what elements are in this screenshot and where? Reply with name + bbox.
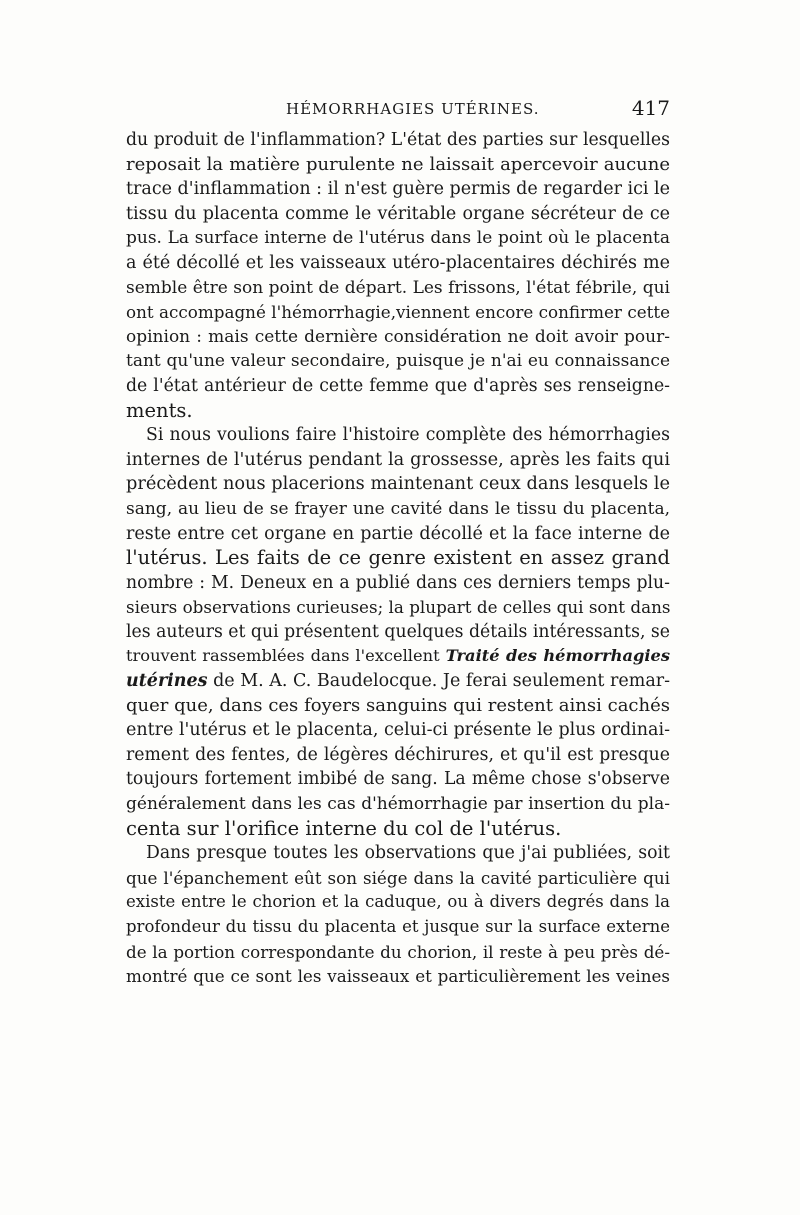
text-line: sang, au lieu de se frayer une cavité dans le tissu du placenta, <box>126 498 670 519</box>
text-line: existe entre le chorion et la caduque, ou à divers degrés dans la <box>126 892 670 912</box>
text-line: que l'épanchement eût son siége dans la cavité particulière qui <box>126 867 670 888</box>
text-line: du produit de l'inflammation? L'état des parties sur lesquelles <box>126 130 670 150</box>
text-line: semble être son point de départ. Les frissons, l'état fébrile, qui <box>126 277 670 298</box>
text-line: tant qu'une valeur secondaire, puisque je n'ai eu connaissance <box>126 351 670 372</box>
running-head <box>126 96 670 122</box>
text-line: précèdent nous placerions maintenant ceux dans lesquels le <box>126 474 670 495</box>
text-line: profondeur du tissu du placenta et jusque sur la surface externe <box>126 917 670 936</box>
text-run: trouvent rassemblées dans l'excellent <box>126 646 446 666</box>
italic-title: utérines <box>126 671 208 692</box>
text-line: l'utérus. Les faits de ce genre existent en assez grand <box>126 546 670 570</box>
body-text <box>126 128 670 989</box>
text-line: entre l'utérus et le placenta, celui-ci présente le plus ordinai- <box>126 720 670 741</box>
page-number: 417 <box>631 96 670 120</box>
text-line <box>126 644 670 669</box>
text-line: montré que ce sont les vaisseaux et particulièrement les veines <box>126 966 670 987</box>
text-line: ont accompagné l'hémorrhagie,viennent encore confirmer cette <box>126 302 670 323</box>
text-line: a été décollé et les vaisseaux utéro-placentaires déchirés me <box>126 252 670 273</box>
text-line: tissu du placenta comme le véritable organe sécréteur de ce <box>126 203 670 224</box>
italic-title: Traité des hémorrhagies <box>445 646 670 666</box>
text-line: centa sur l'orifice interne du col de l'utérus. <box>126 816 562 840</box>
text-line: de l'état antérieur de cette femme que d'après ses renseigne- <box>126 375 670 396</box>
text-line: pus. La surface interne de l'utérus dans le point où le placenta <box>126 228 670 249</box>
text-line: nombre : M. Deneux en a publié dans ces derniers temps plu- <box>126 572 670 593</box>
text-line: sieurs observations curieuses; la plupart de celles qui sont dans <box>126 597 671 618</box>
text-line: opinion : mais cette dernière considération ne doit avoir pour- <box>126 326 670 347</box>
text-line: de la portion correspondante du chorion, il reste à peu près dé- <box>126 941 670 962</box>
text-line: Si nous voulions faire l'histoire complète des hémorrhagies <box>146 425 670 446</box>
text-line: Dans presque toutes les observations que j'ai publiées, soit <box>146 843 670 864</box>
text-line: trace d'inflammation : il n'est guère permis de regarder ici le <box>126 179 671 200</box>
running-title: HÉMORRHAGIES UTÉRINES. <box>286 100 540 118</box>
text-line <box>126 669 670 694</box>
text-line: internes de l'utérus pendant la grossesse, après les faits qui <box>126 449 670 470</box>
text-line: les auteurs et qui présentent quelques détails intéressants, se <box>126 621 670 642</box>
text-line: généralement dans les cas d'hémorrhagie par insertion du pla- <box>126 794 670 815</box>
text-line: quer que, dans ces foyers sanguins qui restent ainsi cachés <box>126 694 670 716</box>
text-line: toujours fortement imbibé de sang. La même chose s'observe <box>126 769 670 790</box>
text-line: reste entre cet organe en partie décollé et la face interne de <box>126 523 670 544</box>
text-line: reposait la matière purulente ne laissait apercevoir aucune <box>126 153 670 175</box>
text-line: rement des fentes, de légères déchirures, et qu'il est presque <box>126 744 670 765</box>
text-line: ments. <box>126 398 193 422</box>
text-run: de M. A. C. Baudelocque. Je ferai seulement remar- <box>207 671 671 692</box>
